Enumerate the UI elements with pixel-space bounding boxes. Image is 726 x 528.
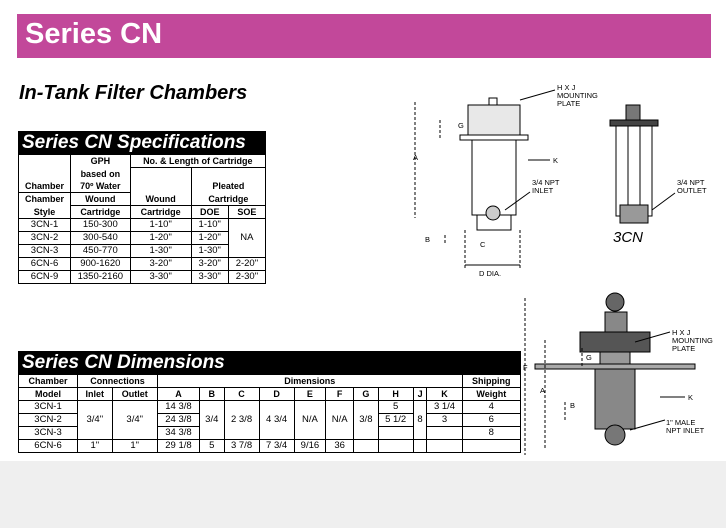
3cn-cutaway-diagram	[590, 85, 720, 230]
th-nolen: No. & Length of Cartridge	[130, 155, 265, 168]
subtitle: In-Tank Filter Chambers	[19, 82, 248, 104]
th-dimensions: Dimensions	[157, 375, 462, 388]
label-a: A	[540, 386, 546, 395]
th-wound2: Wound	[130, 193, 191, 206]
label-g: G	[586, 353, 592, 362]
th-model: Model	[19, 388, 78, 401]
label-outlet: OUTLET	[677, 186, 707, 195]
label-k: K	[688, 393, 694, 402]
th-cartridge: Cartridge	[71, 206, 131, 219]
6cn-diagram	[520, 290, 726, 460]
th-chamber: Chamber	[19, 155, 71, 193]
page-title: Series CN	[25, 18, 163, 50]
th-gph-3: 70º Water	[71, 180, 131, 193]
label-male: 1" MALE	[666, 418, 696, 427]
specs-title-bar	[18, 131, 266, 154]
page-bottom-strip	[0, 461, 726, 528]
label-d-dia: D DIA.	[479, 269, 502, 278]
th-outlet: Outlet	[112, 388, 157, 401]
label-outlet-npt: 3/4 NPT	[677, 178, 705, 187]
th-gph-1: GPH	[71, 155, 131, 168]
th-cartridge2: Cartridge	[130, 206, 191, 219]
th-connections: Connections	[78, 375, 158, 388]
label-inlet: INLET	[532, 186, 554, 195]
table-row: 3CN-3 34 3/8 8	[19, 427, 521, 440]
label-k: K	[553, 156, 559, 165]
th-wound: Wound	[71, 193, 131, 206]
th-soe: SOE	[228, 206, 265, 219]
label-a: A	[413, 153, 419, 162]
table-row: 3CN-3 450-770 1-30" 1-30"	[19, 245, 266, 258]
table-row: 6CN-9 1350-2160 3-30" 3-30" 2-30"	[19, 271, 266, 284]
dims-title: Series CN Dimensions	[22, 352, 225, 373]
label-b: B	[570, 401, 576, 410]
3cn-side-diagram	[405, 80, 605, 280]
label-c: C	[480, 240, 486, 249]
th-shipping: Shipping	[462, 375, 520, 388]
th-doe: DOE	[191, 206, 228, 219]
th-style: Style	[19, 206, 71, 219]
label-mounting: MOUNTING	[672, 336, 713, 345]
label-mounting: MOUNTING	[557, 91, 598, 100]
table-row: 3CN-1 150-300 1-10" 1-10" NA	[19, 219, 266, 232]
label-npt-inlet: NPT INLET	[666, 426, 705, 435]
th-pleated: Pleated	[191, 180, 265, 193]
label-b: B	[425, 235, 431, 244]
th-inlet: Inlet	[78, 388, 112, 401]
th-cartridge3: Cartridge	[191, 193, 265, 206]
label-inlet-npt: 3/4 NPT	[532, 178, 560, 187]
label-g: G	[458, 121, 464, 130]
table-row: 3CN-2 300-540 1-20" 1-20"	[19, 232, 266, 245]
th-gph-2: based on	[71, 168, 131, 181]
th-weight: Weight	[462, 388, 520, 401]
specs-title: Series CN Specifications	[22, 132, 246, 153]
specs-table: Chamber GPH No. & Length of Cartridge based on 70º Water Pleated Chamber Wound Wound Cartridge Style Cartridge Cartridge DOE SOE 3CN-1 150-300 1-10" 1-10" NA 3CN-2 300-540 1-20" 1-20" 3CN-3 450-770 1-30" 1-30" 6CN-6 900-1620 3-20" 3-20" 2-20" 6CN-9 1350-2160 3-30" 3-30" 2-30"	[18, 154, 266, 284]
th-chamber: Chamber	[19, 375, 78, 388]
diagram-caption-3cn: 3CN	[613, 229, 644, 246]
dims-table: Chamber Connections Dimensions Shipping Model Inlet Outlet A B C D E F G H J K Weight 3CN-1 3/4" 3/4" 14 3/8 3/4 2 3/8 4 3/4 N/A N/A 3/8 5 8 3 1/4 4 3CN-2 24 3/8 5 1/2 3 6 3CN-3 34 3/8 8 6CN-6 1" 1" 29 1/8 5 3 7/8 7 3/4 9/16 36	[18, 374, 521, 453]
table-row: 6CN-6 900-1620 3-20" 3-20" 2-20"	[19, 258, 266, 271]
label-hxj: H X J	[672, 328, 691, 337]
dims-title-bar	[18, 351, 521, 374]
table-row: 6CN-6 1" 1" 29 1/8 5 3 7/8 7 3/4 9/16 36	[19, 440, 521, 453]
table-row: 3CN-2 24 3/8 5 1/2 3 6	[19, 414, 521, 427]
label-f: F	[523, 363, 528, 372]
label-plate: PLATE	[557, 99, 581, 108]
title-banner	[17, 14, 711, 58]
label-plate: PLATE	[672, 344, 696, 353]
label-hxj: H X J	[557, 83, 576, 92]
table-row: 3CN-1 3/4" 3/4" 14 3/8 3/4 2 3/8 4 3/4 N/A N/A 3/8 5 8 3 1/4 4	[19, 401, 521, 414]
